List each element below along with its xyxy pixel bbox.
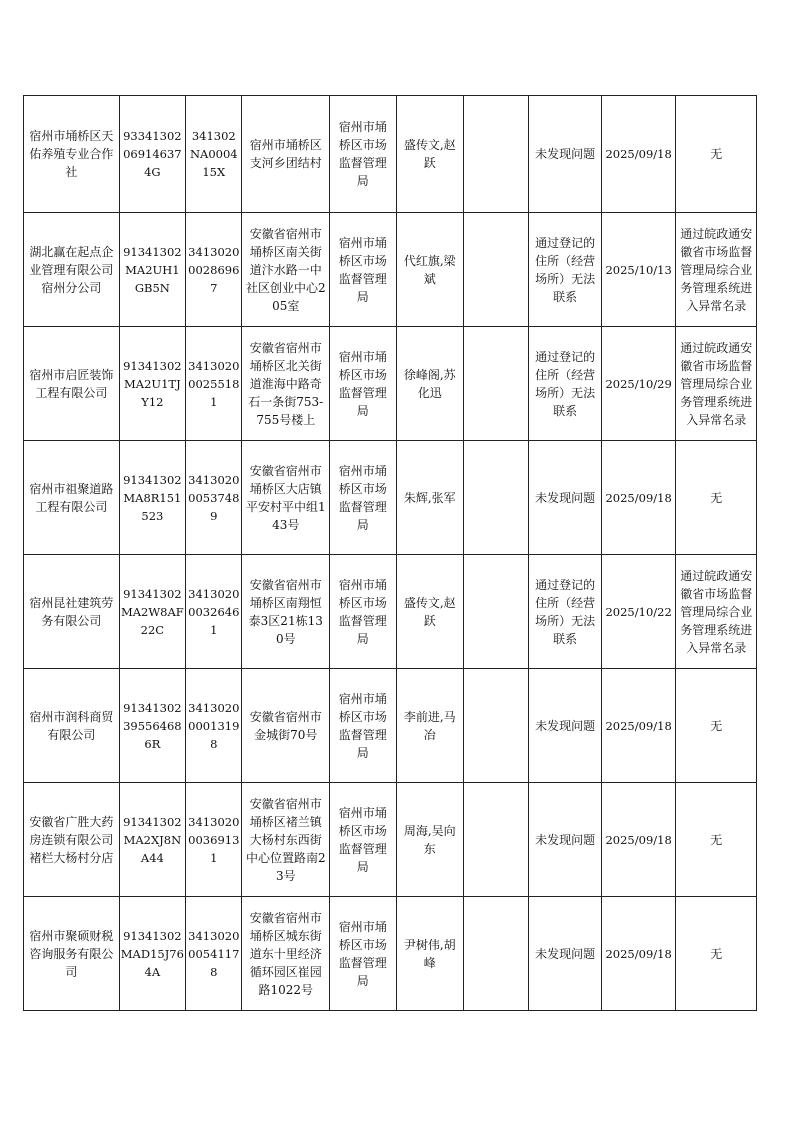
blank-cell — [463, 897, 528, 1011]
table-row — [24, 327, 757, 441]
inspectors-cell: 李前进,马冶 — [396, 669, 463, 783]
date-cell: 2025/09/18 — [601, 783, 676, 897]
registration-number-cell: 341302NA000415X — [186, 96, 242, 213]
result-cell: 未发现问题 — [529, 669, 601, 783]
credit-code-cell: 91341302MA2XJ8NA44 — [119, 783, 185, 897]
address-cell: 安徽省宿州市埇桥区南翔恒泰3区21栋130号 — [242, 555, 330, 669]
company-name-cell: 宿州市润科商贸有限公司 — [24, 669, 120, 783]
company-name-cell: 宿州昆社建筑劳务有限公司 — [24, 555, 120, 669]
registration-number-cell: 341302000013198 — [186, 669, 242, 783]
registration-number-cell: 341302000286967 — [186, 213, 242, 327]
inspectors-cell: 盛传文,赵跃 — [396, 96, 463, 213]
blank-cell — [463, 555, 528, 669]
registration-number-cell: 341302000369131 — [186, 783, 242, 897]
action-cell: 无 — [676, 441, 757, 555]
action-cell: 无 — [676, 897, 757, 1011]
inspectors-cell: 盛传文,赵跃 — [396, 555, 463, 669]
credit-code-cell: 91341302MAD15J764A — [119, 897, 185, 1011]
inspectors-cell: 徐峰阁,苏化迅 — [396, 327, 463, 441]
address-cell: 安徽省宿州市金城街70号 — [242, 669, 330, 783]
address-cell: 安徽省宿州市埇桥区南关街道汴水路一中社区创业中心205室 — [242, 213, 330, 327]
company-name-cell: 宿州市祖聚道路工程有限公司 — [24, 441, 120, 555]
date-cell: 2025/09/18 — [601, 441, 676, 555]
authority-cell: 宿州市埇桥区市场监督管理局 — [330, 213, 396, 327]
blank-cell — [463, 327, 528, 441]
address-cell: 宿州市埇桥区支河乡团结村 — [242, 96, 330, 213]
inspectors-cell: 朱辉,张军 — [396, 441, 463, 555]
authority-cell: 宿州市埇桥区市场监督管理局 — [330, 669, 396, 783]
credit-code-cell: 91341302395564686R — [119, 669, 185, 783]
blank-cell — [463, 441, 528, 555]
credit-code-cell: 93341302069146374G — [119, 96, 185, 213]
inspectors-cell: 代红旗,梁斌 — [396, 213, 463, 327]
date-cell: 2025/10/22 — [601, 555, 676, 669]
date-cell: 2025/10/13 — [601, 213, 676, 327]
inspectors-cell: 尹树伟,胡峰 — [396, 897, 463, 1011]
blank-cell — [463, 783, 528, 897]
company-name-cell: 湖北赢在起点企业管理有限公司宿州分公司 — [24, 213, 120, 327]
table-row — [24, 669, 757, 783]
company-name-cell: 宿州市启匠装饰工程有限公司 — [24, 327, 120, 441]
credit-code-cell: 91341302MA2UH1GB5N — [119, 213, 185, 327]
action-cell: 通过皖政通安徽省市场监督管理局综合业务管理系统进入异常名录 — [676, 555, 757, 669]
authority-cell: 宿州市埇桥区市场监督管理局 — [330, 897, 396, 1011]
blank-cell — [463, 669, 528, 783]
date-cell: 2025/09/18 — [601, 669, 676, 783]
credit-code-cell: 91341302MA8R151523 — [119, 441, 185, 555]
table-row — [24, 783, 757, 897]
date-cell: 2025/09/18 — [601, 897, 676, 1011]
blank-cell — [463, 213, 528, 327]
address-cell: 安徽省宿州市埇桥区城东街道东十里经济循环园区崔园路1022号 — [242, 897, 330, 1011]
action-cell: 无 — [676, 783, 757, 897]
result-cell: 未发现问题 — [529, 441, 601, 555]
result-cell: 未发现问题 — [529, 897, 601, 1011]
company-name-cell: 宿州市聚硕财税咨询服务有限公司 — [24, 897, 120, 1011]
authority-cell: 宿州市埇桥区市场监督管理局 — [330, 555, 396, 669]
inspectors-cell: 周海,吴向东 — [396, 783, 463, 897]
table-row — [24, 96, 757, 213]
action-cell: 无 — [676, 669, 757, 783]
registration-number-cell: 341302000255181 — [186, 327, 242, 441]
address-cell: 安徽省宿州市埇桥区北关街道淮海中路奇石一条街753-755号楼上 — [242, 327, 330, 441]
authority-cell: 宿州市埇桥区市场监督管理局 — [330, 783, 396, 897]
company-name-cell: 宿州市埇桥区天佑养殖专业合作社 — [24, 96, 120, 213]
authority-cell: 宿州市埇桥区市场监督管理局 — [330, 96, 396, 213]
date-cell: 2025/10/29 — [601, 327, 676, 441]
blank-cell — [463, 96, 528, 213]
credit-code-cell: 91341302MA2W8AF22C — [119, 555, 185, 669]
table-row — [24, 555, 757, 669]
result-cell: 通过登记的住所（经营场所）无法联系 — [529, 555, 601, 669]
result-cell: 通过登记的住所（经营场所）无法联系 — [529, 327, 601, 441]
table-row — [24, 897, 757, 1011]
address-cell: 安徽省宿州市埇桥区褚兰镇大杨村东西街中心位置路南23号 — [242, 783, 330, 897]
authority-cell: 宿州市埇桥区市场监督管理局 — [330, 327, 396, 441]
registration-number-cell: 341302000541178 — [186, 897, 242, 1011]
action-cell: 无 — [676, 96, 757, 213]
inspection-results-table — [23, 95, 757, 1011]
registration-number-cell: 341302000537489 — [186, 441, 242, 555]
result-cell: 通过登记的住所（经营场所）无法联系 — [529, 213, 601, 327]
table-row — [24, 213, 757, 327]
table-row — [24, 441, 757, 555]
address-cell: 安徽省宿州市埇桥区大店镇平安村平中组143号 — [242, 441, 330, 555]
result-cell: 未发现问题 — [529, 783, 601, 897]
authority-cell: 宿州市埇桥区市场监督管理局 — [330, 441, 396, 555]
date-cell: 2025/09/18 — [601, 96, 676, 213]
result-cell: 未发现问题 — [529, 96, 601, 213]
credit-code-cell: 91341302MA2U1TJY12 — [119, 327, 185, 441]
action-cell: 通过皖政通安徽省市场监督管理局综合业务管理系统进入异常名录 — [676, 327, 757, 441]
registration-number-cell: 341302000326461 — [186, 555, 242, 669]
company-name-cell: 安徽省广胜大药房连锁有限公司褚栏大杨村分店 — [24, 783, 120, 897]
action-cell: 通过皖政通安徽省市场监督管理局综合业务管理系统进入异常名录 — [676, 213, 757, 327]
